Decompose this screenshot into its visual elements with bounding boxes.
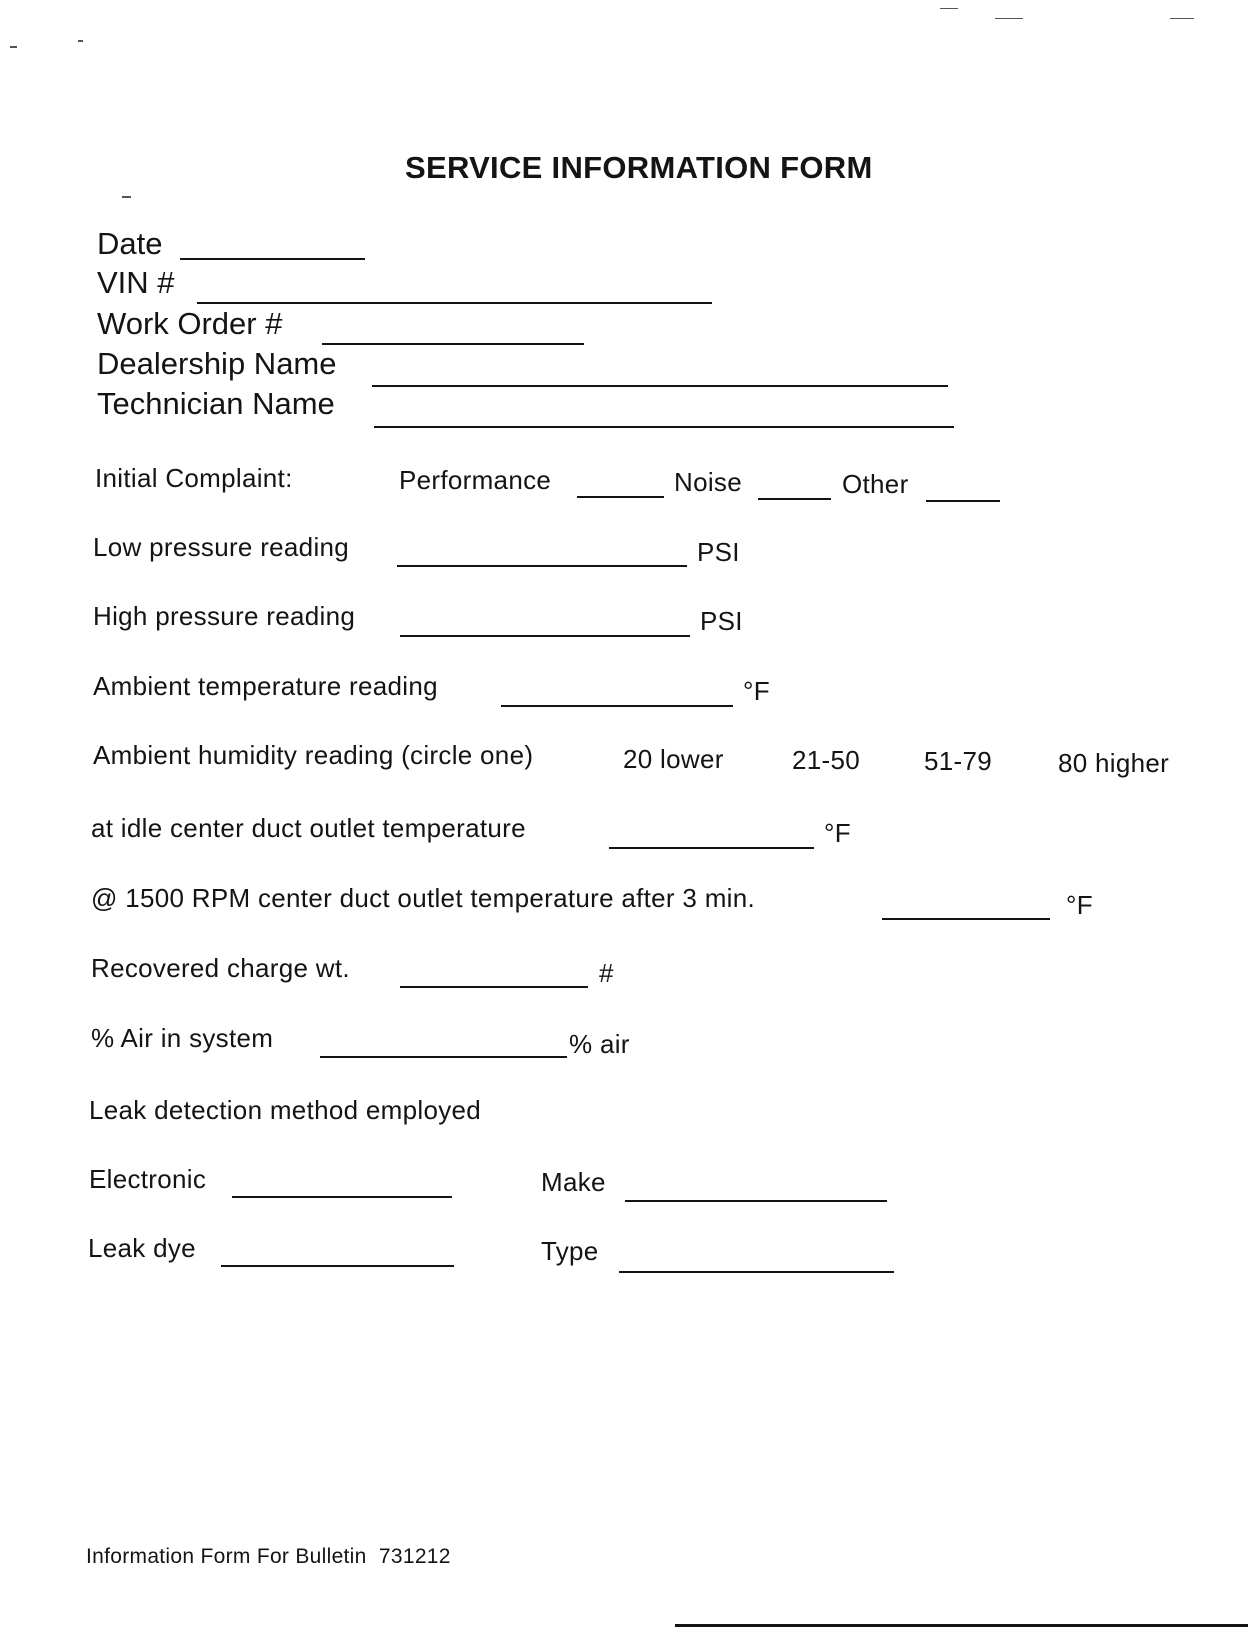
dealership-field[interactable] — [372, 385, 948, 387]
ambient-temp-field[interactable] — [501, 705, 733, 707]
high-pressure-label: High pressure reading — [93, 601, 356, 631]
humidity-label: Ambient humidity reading (circle one) — [93, 740, 534, 770]
scan-mark — [78, 40, 83, 42]
technician-label: Technician Name — [97, 386, 335, 421]
complaint-label: Initial Complaint: — [95, 463, 293, 493]
scan-mark — [122, 196, 131, 198]
leak-dye-field[interactable] — [221, 1265, 454, 1267]
rpm-temp-label: @ 1500 RPM center duct outlet temperature after 3 min. — [91, 883, 756, 913]
make-field[interactable] — [625, 1200, 887, 1202]
vin-label: VIN # — [97, 265, 175, 300]
leak-dye-label: Leak dye — [88, 1233, 196, 1263]
low-pressure-unit: PSI — [697, 537, 740, 567]
idle-temp-unit: °F — [824, 818, 851, 848]
scan-mark — [940, 8, 958, 9]
low-pressure-field[interactable] — [397, 565, 687, 567]
high-pressure-field[interactable] — [400, 635, 690, 637]
work-order-field[interactable] — [322, 343, 584, 345]
scan-mark — [10, 46, 17, 48]
form-title: SERVICE INFORMATION FORM — [405, 150, 873, 185]
charge-label: Recovered charge wt. — [91, 953, 350, 983]
scan-mark — [995, 18, 1023, 19]
complaint-other-field[interactable] — [926, 500, 1000, 502]
leak-heading: Leak detection method employed — [89, 1095, 482, 1125]
complaint-performance-label: Performance — [399, 465, 552, 495]
vin-field[interactable] — [197, 302, 712, 304]
dealership-label: Dealership Name — [97, 346, 337, 381]
rpm-temp-unit: °F — [1066, 890, 1093, 920]
technician-field[interactable] — [374, 426, 954, 428]
electronic-label: Electronic — [89, 1164, 207, 1194]
complaint-noise-field[interactable] — [758, 498, 831, 500]
rpm-temp-field[interactable] — [882, 918, 1050, 920]
charge-unit: # — [599, 958, 614, 988]
air-label: % Air in system — [91, 1023, 274, 1053]
work-order-label: Work Order # — [97, 306, 283, 341]
make-label: Make — [541, 1167, 606, 1197]
idle-temp-field[interactable] — [609, 847, 814, 849]
charge-field[interactable] — [400, 986, 588, 988]
date-field[interactable] — [180, 258, 365, 260]
complaint-performance-field[interactable] — [577, 496, 664, 498]
high-pressure-unit: PSI — [700, 606, 743, 636]
electronic-field[interactable] — [232, 1196, 452, 1198]
footer-bulletin: Information Form For Bulletin 731212 — [86, 1545, 451, 1568]
humidity-option[interactable]: 51-79 — [924, 746, 992, 776]
date-label: Date — [97, 226, 163, 261]
ambient-temp-unit: °F — [743, 676, 770, 706]
complaint-noise-label: Noise — [674, 467, 742, 497]
type-field[interactable] — [619, 1271, 894, 1273]
humidity-option[interactable]: 80 higher — [1058, 748, 1170, 778]
air-field[interactable] — [320, 1056, 567, 1058]
humidity-option[interactable]: 21-50 — [792, 745, 860, 775]
low-pressure-label: Low pressure reading — [93, 532, 350, 562]
type-label: Type — [541, 1236, 599, 1266]
ambient-temp-label: Ambient temperature reading — [93, 671, 438, 701]
scan-edge-line — [675, 1624, 1248, 1627]
idle-temp-label: at idle center duct outlet temperature — [91, 813, 526, 843]
complaint-other-label: Other — [842, 469, 909, 499]
scan-mark — [1170, 18, 1194, 19]
air-unit: % air — [569, 1029, 630, 1059]
humidity-option[interactable]: 20 lower — [623, 744, 724, 774]
